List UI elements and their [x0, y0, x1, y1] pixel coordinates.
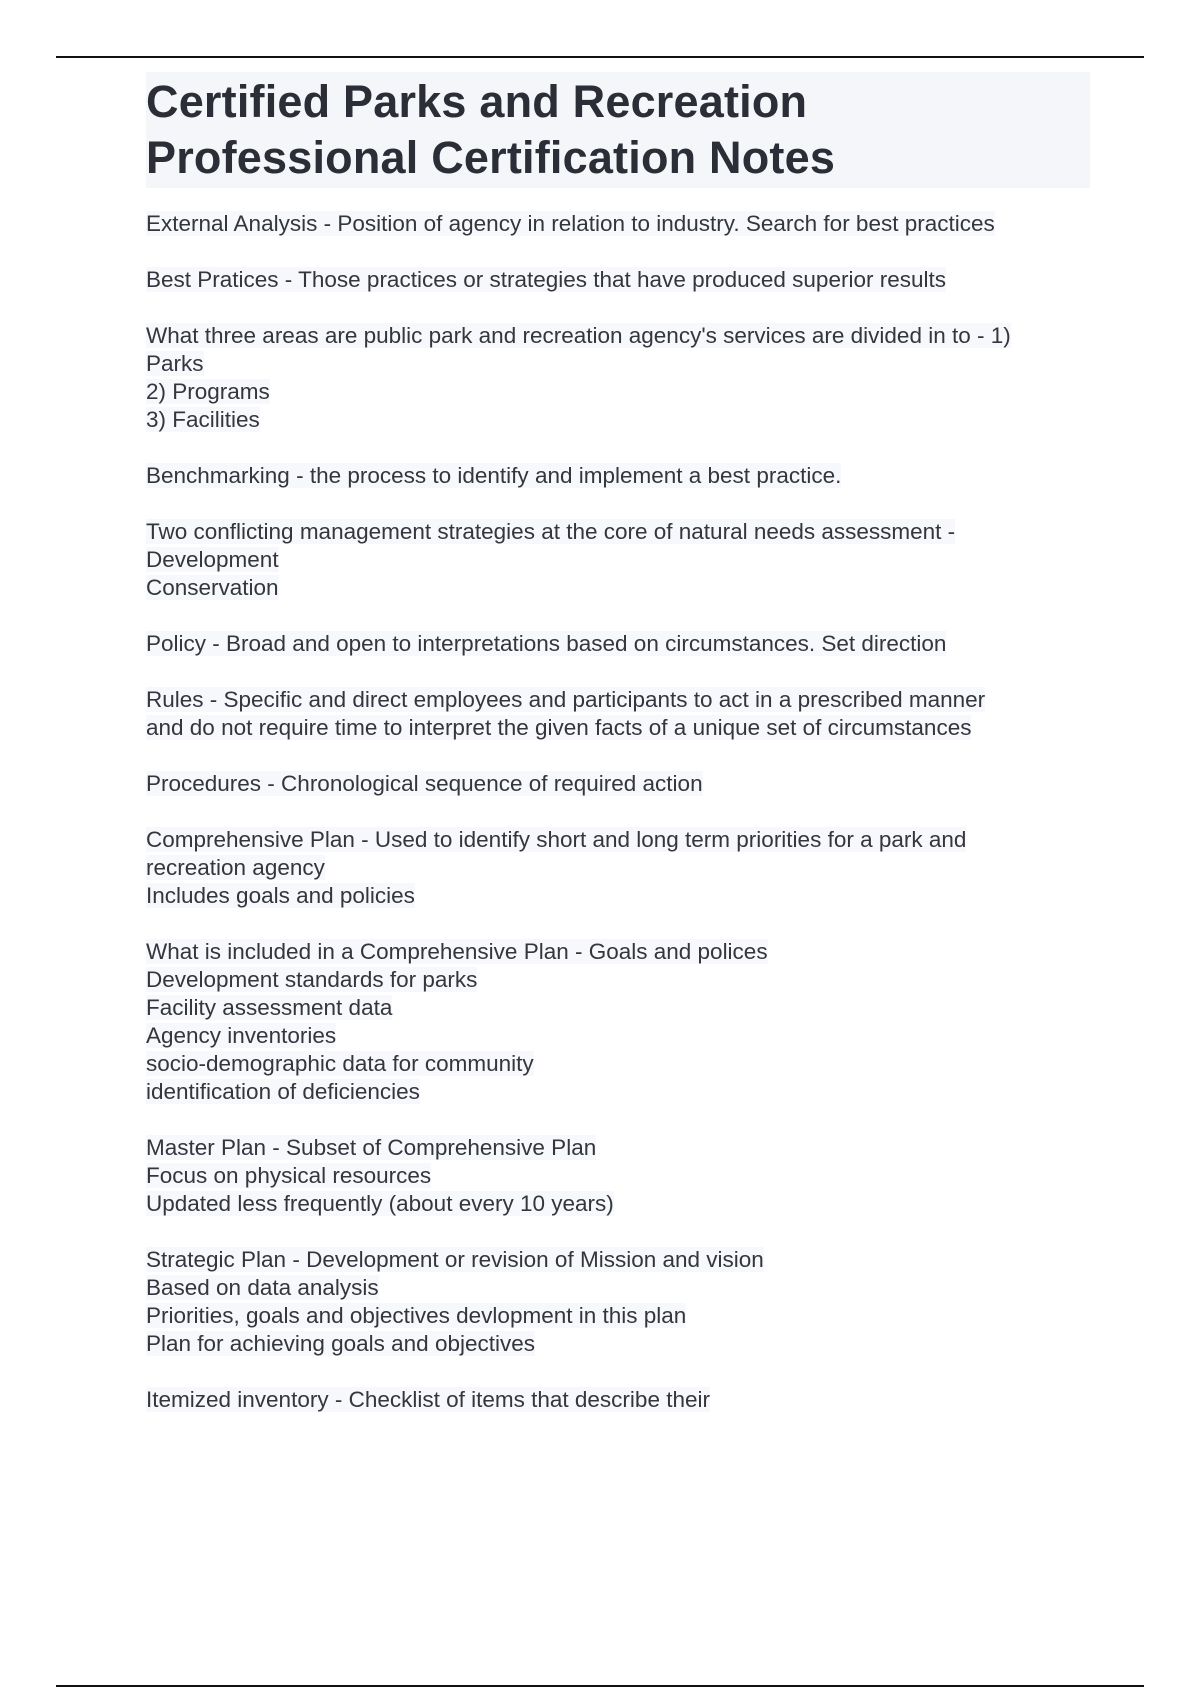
note-line-text: Conservation: [146, 575, 279, 600]
note-line-text: Benchmarking - the process to identify and implement a best practice.: [146, 463, 842, 488]
note-entry: [146, 1134, 1090, 1218]
top-rule: [56, 56, 1144, 58]
note-line: [146, 994, 1090, 1022]
note-line-text: Development standards for parks: [146, 967, 478, 992]
note-line-text: External Analysis - Position of agency in relation to industry. Search for best practices: [146, 211, 995, 236]
note-line: [146, 630, 1090, 658]
note-line: [146, 574, 1090, 602]
page-title: [146, 72, 1090, 188]
note-line-text: Best Pratices - Those practices or strategies that have produced superior results: [146, 267, 946, 292]
note-line: [146, 210, 1090, 238]
note-line-text: Strategic Plan - Development or revision of Mission and vision: [146, 1247, 764, 1272]
note-line-text: Agency inventories: [146, 1023, 337, 1048]
note-line: [146, 322, 1090, 350]
note-line-text: Master Plan - Subset of Comprehensive Plan: [146, 1135, 597, 1160]
note-line-text: Procedures - Chronological sequence of required action: [146, 771, 703, 796]
note-line: [146, 686, 1090, 714]
note-line: [146, 378, 1090, 406]
notes-list: [146, 210, 1090, 1414]
note-line: [146, 1246, 1090, 1274]
note-line-text: Itemized inventory - Checklist of items that describe their: [146, 1387, 710, 1412]
note-line-text: Includes goals and policies: [146, 883, 415, 908]
note-line-text: Parks: [146, 351, 204, 376]
note-line: [146, 1022, 1090, 1050]
note-entry: [146, 322, 1090, 434]
note-line: [146, 462, 1090, 490]
note-line: [146, 350, 1090, 378]
note-line: [146, 966, 1090, 994]
note-line: [146, 406, 1090, 434]
note-line-text: Plan for achieving goals and objectives: [146, 1331, 535, 1356]
note-line-text: identification of deficiencies: [146, 1079, 420, 1104]
note-entry: [146, 462, 1090, 490]
note-line: [146, 1190, 1090, 1218]
note-line-text: Based on data analysis: [146, 1275, 379, 1300]
note-line: [146, 714, 1090, 742]
note-line-text: and do not require time to interpret the given facts of a unique set of circumstances: [146, 715, 972, 740]
note-line-text: What three areas are public park and recreation agency's services are divided in to - 1): [146, 323, 1011, 348]
note-line: [146, 1162, 1090, 1190]
note-line: [146, 1078, 1090, 1106]
note-line-text: Policy - Broad and open to interpretations based on circumstances. Set direction: [146, 631, 947, 656]
note-line: [146, 938, 1090, 966]
note-entry: [146, 1246, 1090, 1358]
note-line: [146, 1274, 1090, 1302]
note-line-text: Rules - Specific and direct employees and participants to act in a prescribed manner: [146, 687, 986, 712]
note-line: [146, 770, 1090, 798]
document-body: [146, 72, 1090, 1442]
note-line: [146, 546, 1090, 574]
note-line-text: Focus on physical resources: [146, 1163, 432, 1188]
note-line-text: Comprehensive Plan - Used to identify short and long term priorities for a park and: [146, 827, 967, 852]
note-line: [146, 1050, 1090, 1078]
note-line-text: Updated less frequently (about every 10 years): [146, 1191, 614, 1216]
note-line: [146, 518, 1090, 546]
note-entry: [146, 518, 1090, 602]
note-line-text: socio-demographic data for community: [146, 1051, 534, 1076]
note-line-text: Priorities, goals and objectives devlopment in this plan: [146, 1303, 687, 1328]
title-line-2: Professional Certification Notes: [146, 132, 836, 183]
note-entry: [146, 770, 1090, 798]
bottom-rule: [56, 1685, 1144, 1687]
note-line: [146, 266, 1090, 294]
note-entry: [146, 266, 1090, 294]
note-line-text: Facility assessment data: [146, 995, 393, 1020]
note-entry: [146, 686, 1090, 742]
note-line-text: What is included in a Comprehensive Plan - Goals and polices: [146, 939, 768, 964]
note-entry: [146, 1386, 1090, 1414]
note-line-text: 2) Programs: [146, 379, 270, 404]
note-line: [146, 1330, 1090, 1358]
note-entry: [146, 630, 1090, 658]
title-line-1: Certified Parks and Recreation: [146, 76, 808, 127]
note-entry: [146, 826, 1090, 910]
note-line-text: 3) Facilities: [146, 407, 260, 432]
note-line: [146, 1386, 1090, 1414]
note-line-text: Development: [146, 547, 279, 572]
note-line: [146, 1134, 1090, 1162]
note-line: [146, 1302, 1090, 1330]
note-line: [146, 826, 1090, 854]
note-line-text: Two conflicting management strategies at the core of natural needs assessment -: [146, 519, 956, 544]
note-line-text: recreation agency: [146, 855, 325, 880]
note-entry: [146, 210, 1090, 238]
note-entry: [146, 938, 1090, 1106]
note-line: [146, 854, 1090, 882]
note-line: [146, 882, 1090, 910]
